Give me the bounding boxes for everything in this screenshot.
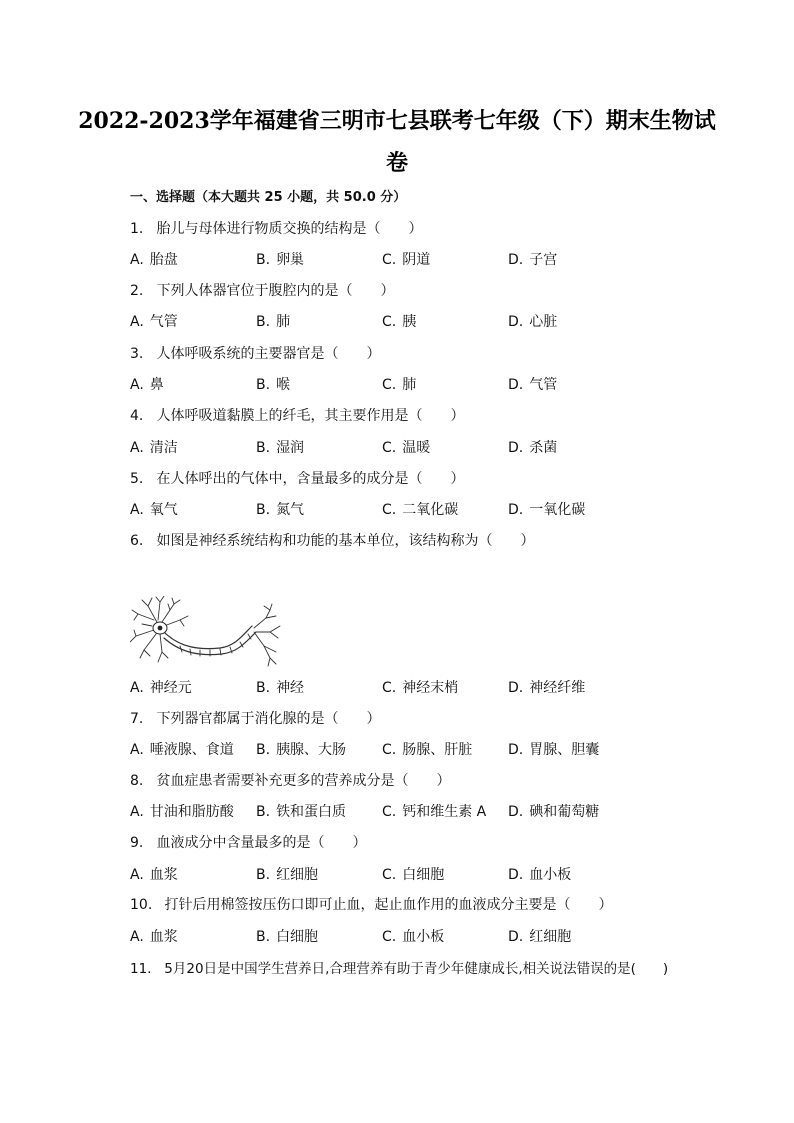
option-row	[130, 374, 650, 396]
question-stem	[130, 708, 380, 728]
question-text: 打针后用棉签按压伤口即可止血，起止血作用的血液成分主要是（ ）	[164, 897, 613, 913]
question-number: 5.	[130, 471, 144, 487]
option-d: D. 一氧化碳	[508, 502, 586, 518]
option-d: D. 杀菌	[508, 440, 558, 456]
option-c: C. 温暖	[382, 440, 431, 456]
question-number: 8.	[130, 773, 144, 789]
question-number: 4.	[130, 408, 144, 424]
option-b: B. 神经	[256, 680, 305, 696]
option-a: A. 氧气	[130, 502, 178, 518]
option-d: D. 心脏	[508, 314, 558, 330]
question-number: 3.	[130, 346, 144, 362]
question-text: 胎儿与母体进行物质交换的结构是（ ）	[156, 221, 423, 237]
option-row	[130, 499, 650, 521]
question-text: 人体呼吸道黏膜上的纤毛，其主要作用是（ ）	[156, 408, 465, 424]
neuron-figure	[130, 596, 292, 670]
option-b: B. 白细胞	[256, 929, 319, 945]
question-text: 如图是神经系统结构和功能的基本单位，该结构称为（ ）	[156, 533, 535, 549]
option-a: A. 神经元	[130, 680, 192, 696]
option-d: D. 子宫	[508, 252, 558, 268]
option-b: B. 胰腺、大肠	[256, 742, 347, 758]
option-c: C. 神经末梢	[382, 680, 459, 696]
question-stem	[130, 280, 394, 300]
exam-title-line1: 2022-2023学年福建省三明市七县联考七年级（下）期末生物试	[78, 108, 716, 134]
question-stem	[130, 530, 534, 550]
question-text: 贫血症患者需要补充更多的营养成分是（ ）	[156, 773, 451, 789]
option-a: A. 清洁	[130, 440, 178, 456]
question-stem	[130, 343, 380, 363]
question-number: 1.	[130, 221, 144, 237]
option-b: B. 铁和蛋白质	[256, 804, 347, 820]
question-stem	[130, 218, 422, 238]
question-number: 9.	[130, 835, 144, 851]
option-row	[130, 926, 650, 948]
option-d: D. 胃腺、胆囊	[508, 742, 600, 758]
question-stem	[130, 894, 612, 914]
option-c: C. 胰	[382, 314, 417, 330]
question-text: 在人体呼出的气体中，含量最多的成分是（ ）	[156, 471, 465, 487]
option-a: A. 鼻	[130, 377, 164, 393]
option-b: B. 湿润	[256, 440, 305, 456]
option-row	[130, 249, 650, 271]
question-stem	[130, 770, 450, 790]
question-text: 血液成分中含量最多的是（ ）	[156, 835, 367, 851]
question-number: 7.	[130, 711, 144, 727]
option-row	[130, 801, 650, 823]
option-c: C. 阴道	[382, 252, 431, 268]
question-text: 人体呼吸系统的主要器官是（ ）	[156, 346, 381, 362]
option-row	[130, 677, 650, 699]
option-b: B. 氮气	[256, 502, 305, 518]
option-c: C. 二氧化碳	[382, 502, 459, 518]
question-text: 下列器官都属于消化腺的是（ ）	[156, 711, 381, 727]
option-c: C. 肠腺、肝脏	[382, 742, 473, 758]
exam-title-line2: 卷	[385, 150, 408, 176]
option-row	[130, 739, 650, 761]
question-number: 11.	[130, 961, 152, 977]
option-d: D. 血小板	[508, 867, 572, 883]
option-c: C. 肺	[382, 377, 417, 393]
question-stem	[130, 957, 668, 977]
question-stem	[130, 405, 464, 425]
option-b: B. 喉	[256, 377, 291, 393]
option-d: D. 神经纤维	[508, 680, 586, 696]
question-stem	[130, 468, 464, 488]
option-d: D. 碘和葡萄糖	[508, 804, 600, 820]
option-row	[130, 437, 650, 459]
option-b: B. 红细胞	[256, 867, 319, 883]
option-a: A. 胎盘	[130, 252, 178, 268]
option-c: C. 血小板	[382, 929, 445, 945]
option-a: A. 气管	[130, 314, 178, 330]
option-b: B. 肺	[256, 314, 291, 330]
option-a: A. 甘油和脂肪酸	[130, 804, 234, 820]
option-d: D. 红细胞	[508, 929, 572, 945]
question-stem	[130, 832, 366, 852]
question-text: 5月20日是中国学生营养日,合理营养有助于青少年健康成长,相关说法错误的是( )	[164, 961, 669, 977]
option-row	[130, 311, 650, 333]
question-text: 下列人体器官位于腹腔内的是（ ）	[156, 283, 395, 299]
option-row	[130, 864, 650, 886]
question-number: 6.	[130, 533, 144, 549]
question-number: 2.	[130, 283, 144, 299]
section-heading: 一、选择题（本大题共 25 小题，共 50.0 分）	[130, 190, 407, 205]
option-b: B. 卵巢	[256, 252, 305, 268]
option-a: A. 血浆	[130, 929, 178, 945]
option-a: A. 血浆	[130, 867, 178, 883]
option-d: D. 气管	[508, 377, 558, 393]
option-c: C. 钙和维生素 A	[382, 804, 487, 820]
question-number: 10.	[130, 897, 153, 913]
option-c: C. 白细胞	[382, 867, 445, 883]
option-a: A. 唾液腺、食道	[130, 742, 234, 758]
